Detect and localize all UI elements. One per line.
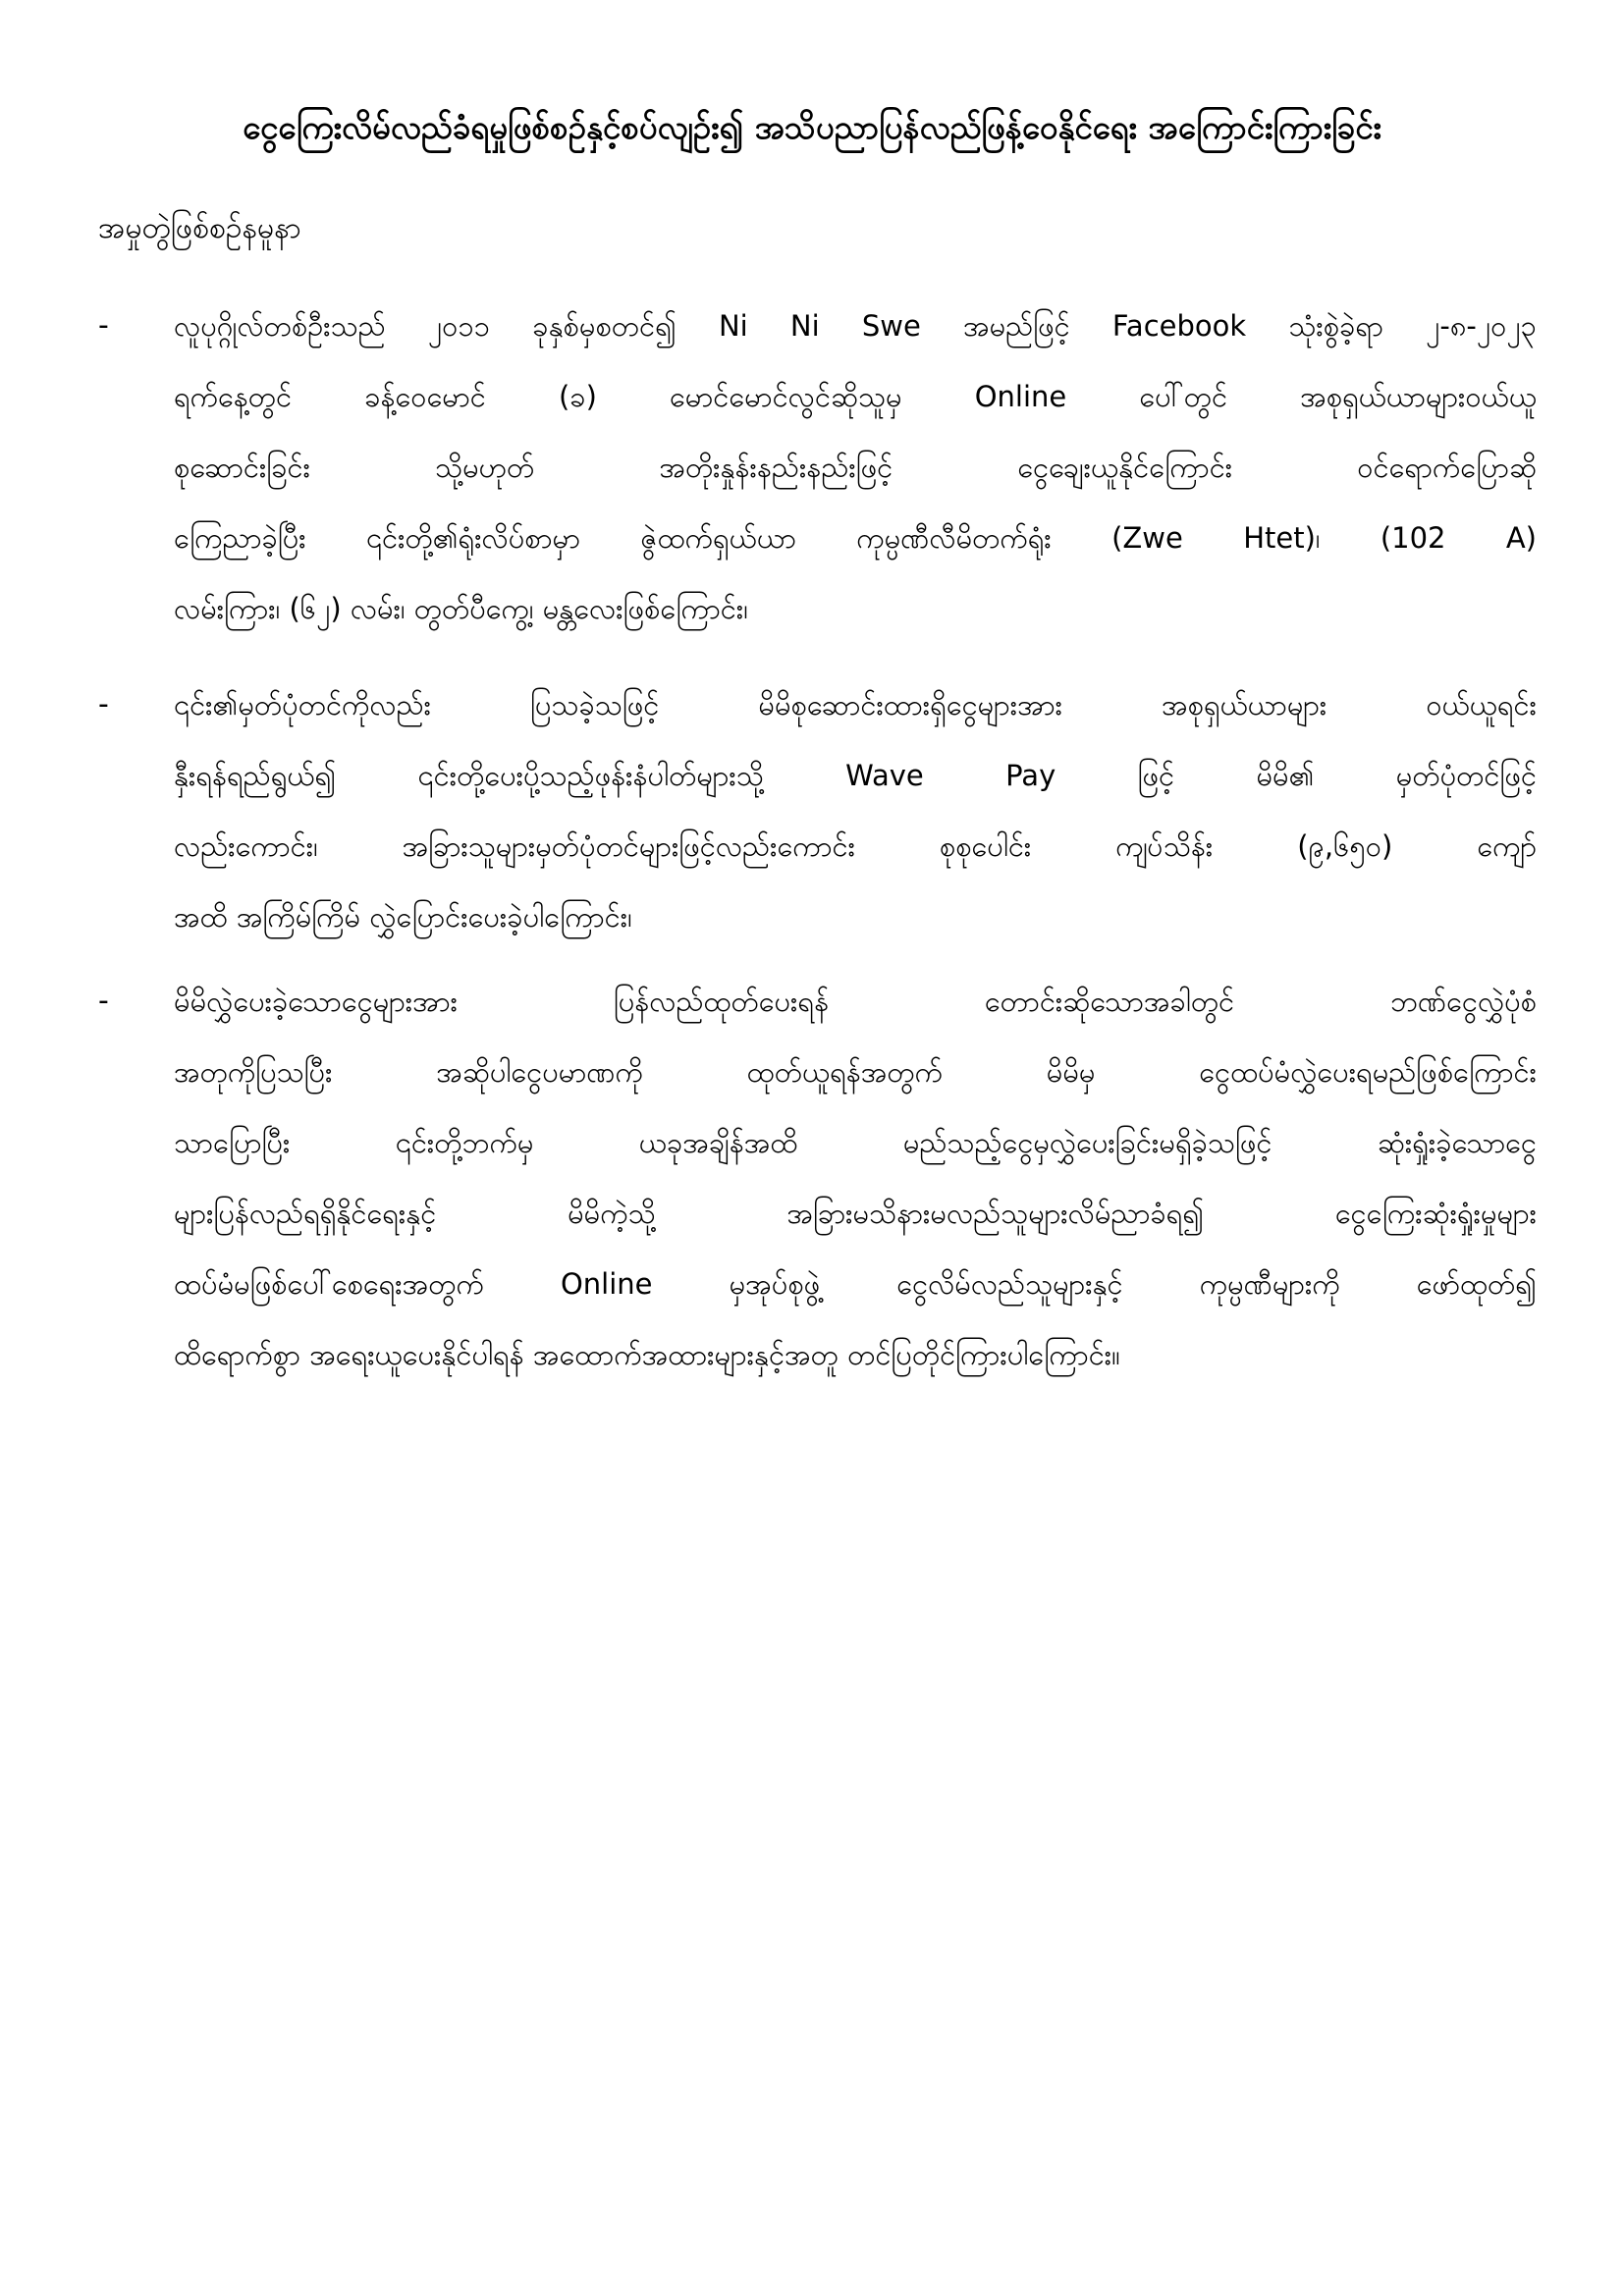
- document-title: ငွေကြေးလိမ်လည်ခံရမှုဖြစ်စဉ်နှင့်စပ်လျဉ်း၍ အသိပညာပြန်လည်ဖြန့်ဝေနိုင်ရေး အကြောင်းကြားခြင်း: [243, 108, 1381, 146]
- paragraph-line: စုဆောင်းခြင်း သို့မဟုတ် အတိုးနှုန်းနည်းနည်းဖြင့် ငွေချေးယူနိုင်ကြောင်း ဝင်ရောက်ပြောဆို: [174, 451, 1537, 484]
- paragraph-line: ထပ်မံမဖြစ်ပေါ်စေရေးအတွက် Online မှအုပ်စုဖွဲ့ ငွေလိမ်လည်သူများနှင့် ကုမ္ပဏီများကို ဖော်ထုတ်၍: [174, 1267, 1537, 1301]
- bullet-dash: -: [98, 984, 109, 1018]
- paragraph-line: နှီးရန်ရည်ရွယ်၍ ၎င်းတို့ပေးပို့သည့်ဖုန်းနံပါတ်များသို့ Wave Pay ဖြင့် မိမိ၏ မှတ်ပုံတင်ဖြင့်: [174, 759, 1537, 792]
- paragraph-line: လည်းကောင်း၊ အခြားသူများမှတ်ပုံတင်များဖြင့်လည်းကောင်း စုစုပေါင်း ကျပ်သိန်း (၉,၆၅၀) ကျော်: [174, 829, 1537, 863]
- paragraph: [174, 669, 1537, 952]
- paragraph-line: လမ်းကြား၊ (၆၂) လမ်း၊ တွတ်ပီကွေ့၊ မန္တလေးဖြစ်ကြောင်း၊: [174, 592, 748, 625]
- paragraph-line: ကြေညာခဲ့ပြီး ၎င်းတို့၏ရုံးလိပ်စာမှာ ဇွဲထက်ရှယ်ယာ ကုမ္ပဏီလီမိတက်ရုံး (Zwe Htet)၊ (102 A): [174, 521, 1537, 555]
- paragraph-line: လူပုဂ္ဂိုလ်တစ်ဦးသည် ၂၀၁၁ ခုနှစ်မှစတင်၍ Ni Ni Swe အမည်ဖြင့် Facebook သုံးစွဲခဲ့ရာ ၂-၈-၂၀၂၃: [174, 309, 1537, 343]
- paragraph-line: အတုကိုပြသပြီး အဆိုပါငွေပမာဏကို ထုတ်ယူရန်အတွက် မိမိမှ ငွေထပ်မံလွှဲပေးရမည်ဖြစ်ကြောင်း: [174, 1055, 1537, 1089]
- paragraph-line: ထိရောက်စွာ အရေးယူပေးနိုင်ပါရန် အထောက်အထားများနှင့်အတူ တင်ပြတိုင်ကြားပါကြောင်း။: [174, 1338, 1120, 1371]
- paragraph: [174, 291, 1537, 644]
- paragraph-line: ၎င်း၏မှတ်ပုံတင်ကိုလည်း ပြသခဲ့သဖြင့် မိမိစုဆောင်းထားရှိငွေများအား အစုရှယ်ယာများ ဝယ်ယူရင်း: [174, 688, 1537, 721]
- paragraph-line: များပြန်လည်ရရှိနိုင်ရေးနှင့် မိမိကဲ့သို့ အခြားမသိနားမလည်သူများလိမ်ညာခံရ၍ ငွေကြေးဆုံးရှုံးမှုများ: [174, 1197, 1537, 1230]
- bullet-dash: -: [98, 308, 109, 343]
- paragraph-line: သာပြောပြီး ၎င်းတို့ဘက်မှ ယခုအချိန်အထိ မည်သည့်ငွေမှလွှဲပေးခြင်းမရှိခဲ့သဖြင့် ဆုံးရှုံးခဲ့သောငွေ: [174, 1126, 1537, 1159]
- section-heading: အမှုတွဲဖြစ်စဉ်နမူနာ: [98, 211, 301, 245]
- paragraph-line: မိမိလွှဲပေးခဲ့သောငွေများအား ပြန်လည်ထုတ်ပေးရန် တောင်းဆိုသောအခါတွင် ဘဏ်ငွေလွှဲပုံစံ: [174, 985, 1537, 1018]
- paragraph: [174, 966, 1537, 1390]
- bullet-dash: -: [98, 687, 109, 721]
- paragraph-line: ရက်နေ့တွင် ခန့်ဝေမောင် (ခ) မောင်မောင်လွင်ဆိုသူမှ Online ပေါ်တွင် အစုရှယ်ယာများဝယ်ယူ: [174, 380, 1537, 413]
- paragraph-line: အထိ အကြိမ်ကြိမ် လွှဲပြောင်းပေးခဲ့ပါကြောင်း၊: [174, 900, 632, 934]
